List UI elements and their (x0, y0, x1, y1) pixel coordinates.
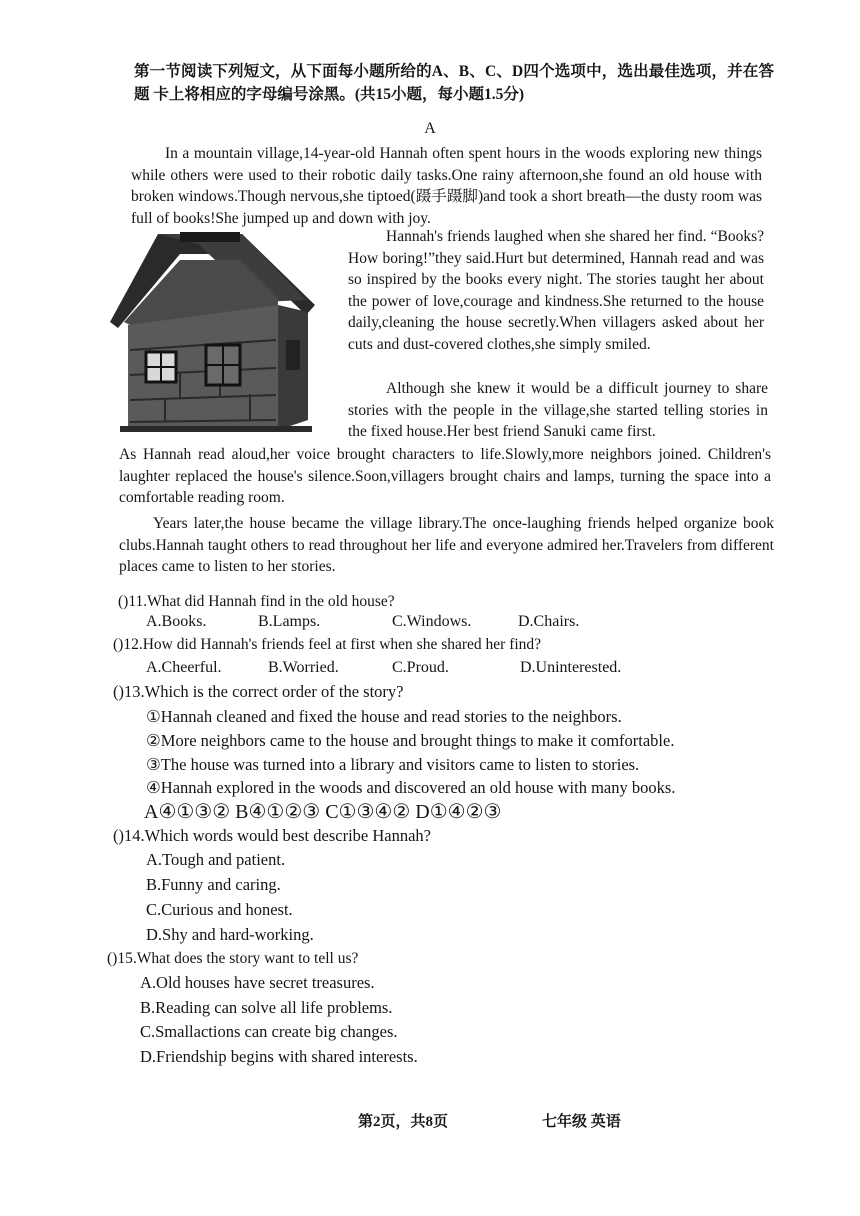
question-13-stem: ()13.Which is the correct order of the story? (113, 682, 404, 701)
passage-paragraph-1: In a mountain village,14-year-old Hannah often spent hours in the woods exploring new things while others were used to their robotic daily tasks.One rainy afternoon,she found an old house with broken windows.Though nervous,she tiptoed(蹑手蹑脚)and took a short breath—the dusty room was full of books!She jumped up and down with joy. (131, 145, 762, 227)
q12-option-b[interactable]: B.Worried. (268, 659, 339, 676)
q14-option-a[interactable]: A.Tough and patient. (146, 850, 286, 869)
q12-option-d[interactable]: D.Uninterested. (520, 659, 622, 676)
old-house-illustration (110, 230, 320, 435)
question-15-stem: ()15.What does the story want to tell us? (107, 950, 359, 967)
q14-option-d[interactable]: D.Shy and hard-working. (146, 925, 314, 944)
passage-paragraph-3-part-2: As Hannah read aloud,her voice brought characters to life.Slowly,more neighbors joined. Children's laughter replaced the house's silence.Soon,villagers brought chairs and lamps, turning the space into a comfortable reading room. (119, 446, 771, 506)
question-14-stem: ()14.Which words would best describe Hannah? (113, 826, 431, 845)
question-12-stem: ()12.How did Hannah's friends feel at first when she shared her find? (113, 636, 542, 653)
passage-paragraph-3-part-1: Although she knew it would be a difficult journey to share stories with the people in the village,she started telling stories in the fixed house.Her best friend Sanuki came first. (348, 380, 768, 440)
grade-subject: 七年级 英语 (542, 1114, 621, 1130)
q15-option-b[interactable]: B.Reading can solve all life problems. (140, 998, 393, 1017)
q13-statement-1: ①Hannah cleaned and fixed the house and read stories to the neighbors. (146, 707, 622, 726)
q11-option-b[interactable]: B.Lamps. (258, 613, 321, 630)
q11-option-d[interactable]: D.Chairs. (518, 613, 580, 630)
q13-options[interactable]: A④①③② B④①②③ C①③④② D①④②③ (144, 801, 502, 823)
question-11-stem: ()11.What did Hannah find in the old house? (118, 593, 395, 610)
q15-option-a[interactable]: A.Old houses have secret treasures. (140, 973, 375, 992)
q11-option-a[interactable]: A.Books. (146, 613, 207, 630)
passage-label: A (424, 120, 436, 137)
q14-option-b[interactable]: B.Funny and caring. (146, 875, 281, 894)
q11-option-c[interactable]: C.Windows. (392, 613, 472, 630)
q13-statement-3: ③The house was turned into a library and visitors came to listen to stories. (146, 755, 640, 774)
passage-paragraph-4: Years later,the house became the village library.The once-laughing friends helped organize book clubs.Hannah taught others to read throughout her life and everyone admired her.Travelers from different places came to listen to her stories. (119, 515, 774, 575)
section-instructions: 第一节阅读下列短文，从下面每小题所给的A、B、C、D四个选项中，选出最佳选项，并在答题 卡上将相应的字母编号涂黑。(共15小题，每小题1.5分) (134, 63, 774, 103)
q15-option-d[interactable]: D.Friendship begins with shared interests. (140, 1047, 418, 1066)
q13-statement-2: ②More neighbors came to the house and brought things to make it comfortable. (146, 731, 675, 750)
q12-option-a[interactable]: A.Cheerful. (146, 659, 222, 676)
q12-option-c[interactable]: C.Proud. (392, 659, 449, 676)
q15-option-c[interactable]: C.Smallactions can create big changes. (140, 1022, 398, 1041)
passage-paragraph-2: Hannah's friends laughed when she shared her find. “Books?How boring!”they said.Hurt but determined, Hannah read and was so inspired by the books every night. The stories taught her about the power of love,courage and kindness.She returned to the house daily,cleaning the house secretly.When villagers asked about her cuts and dust-covered clothes,she simply smiled. (348, 228, 764, 353)
q14-option-c[interactable]: C.Curious and honest. (146, 900, 293, 919)
page-number: 第2页，共8页 (358, 1114, 449, 1130)
q13-statement-4: ④Hannah explored in the woods and discovered an old house with many books. (146, 778, 676, 797)
